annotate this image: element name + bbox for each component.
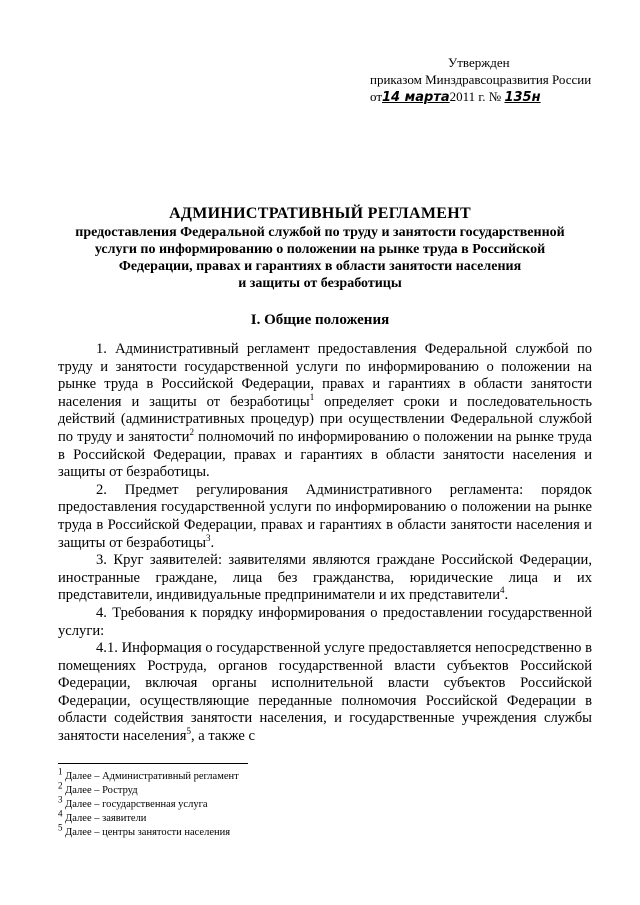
handwritten-number: 135н: [504, 90, 541, 105]
footnotes: [58, 766, 358, 840]
footnote-ref-2: 2: [189, 427, 194, 438]
paragraph-text: 2. Предмет регулирования Административного регламента: порядок предоставления государственной услуги по информированию о положении на рынке труда в Российской Федерации, правах и гарантиях в области занятости населения и защиты от безработицы: [58, 481, 592, 551]
paragraph-text: определяет сроки и последовательность действий (административных процедур) при осуществлении Федеральной службой по труду и занятости: [58, 393, 592, 445]
handwritten-date: 14 марта: [382, 90, 450, 105]
footnote-item: [58, 822, 358, 840]
footnote-ref-3: 3: [206, 532, 211, 543]
title-line-4: и защиты от безработицы: [238, 276, 402, 291]
approval-date-line: [370, 88, 630, 106]
title-line-3: Федерации, правах и гарантиях в области занятости населения: [118, 259, 522, 274]
paragraph-4-1: [58, 640, 592, 746]
approval-stamp: [370, 54, 630, 106]
footnote-number: 4: [58, 808, 63, 819]
footnote-text: Далее – государственная услуга: [65, 799, 208, 810]
footnote-ref-1: 1: [309, 391, 315, 402]
footnote-item: [58, 766, 358, 784]
paragraph-text: 1. Административный регламент предоставления Федеральной службой по труду и занятости государственной услуги по информированию о положении на рынке труда в Российской Федерации, правах и гарантиях в области занятости населения и защиты от безработицы: [58, 341, 592, 410]
footnote-number: 5: [58, 822, 63, 833]
footnote-text: Далее – Роструд: [65, 785, 138, 796]
footnote-text: Далее – Административный регламент: [65, 771, 239, 782]
paragraph-text: , а также с: [190, 728, 255, 745]
paragraph-4: 4. Требования к порядку информирования о предоставлении государственной услуги:: [58, 604, 592, 639]
approval-year: 2011 г. №: [449, 89, 502, 104]
document-title: [55, 204, 585, 292]
section-title: I. Общие положения: [250, 312, 390, 328]
footnote-number: 3: [58, 794, 63, 805]
title-main: АДМИНИСТРАТИВНЫЙ РЕГЛАМЕНТ: [169, 205, 471, 222]
footnote-item: [58, 794, 358, 812]
paragraph-1: [58, 341, 592, 482]
title-line-1: предоставления Федеральной службой по труду и занятости государственной: [75, 225, 565, 240]
approval-line-2: приказом Минздравсоцразвития России: [370, 72, 592, 87]
footnote-divider: [58, 763, 248, 764]
footnote-ref-4: 4: [500, 585, 505, 596]
paragraph-text: .: [504, 587, 509, 604]
footnote-number: 1: [58, 766, 63, 777]
footnote-number: 2: [58, 780, 63, 791]
footnote-ref-5: 5: [186, 726, 191, 737]
footnote-item: [58, 780, 358, 798]
paragraph-text: .: [210, 534, 215, 551]
footnote-text: Далее – заявители: [65, 813, 147, 824]
approval-line-1: Утвержден: [448, 55, 510, 70]
footnote-text: Далее – центры занятости населения: [65, 827, 231, 838]
paragraph-text: 4.1. Информация о государственной услуге предоставляется непосредственно в помещениях Роструда, органов государственной власти субъектов Российской Федерации, включая органы исполнительной власти субъектов Российской Федерации, осуществляющие переданные полномочия Российской Федерации в области содействия занятости населения, и государственные учреждения службы занятости населения: [58, 640, 592, 745]
title-line-2: услуги по информированию о положении на рынке труда в Российской: [94, 242, 546, 257]
document-body: [58, 341, 592, 746]
paragraph-text: полномочий по информированию о положении на рынке труда в Российской Федерации, правах и гарантиях в области занятости населения и защиты от безработицы.: [58, 428, 592, 481]
date-prefix: от: [370, 89, 383, 104]
footnote-item: [58, 808, 358, 826]
paragraph-2: [58, 482, 592, 552]
paragraph-3: [58, 552, 592, 605]
paragraph-text: 3. Круг заявителей: заявителями являются граждане Российской Федерации, иностранные граждане, лица без гражданства, юридические лица и их представители, индивидуальные предприниматели и их представители: [58, 552, 592, 604]
